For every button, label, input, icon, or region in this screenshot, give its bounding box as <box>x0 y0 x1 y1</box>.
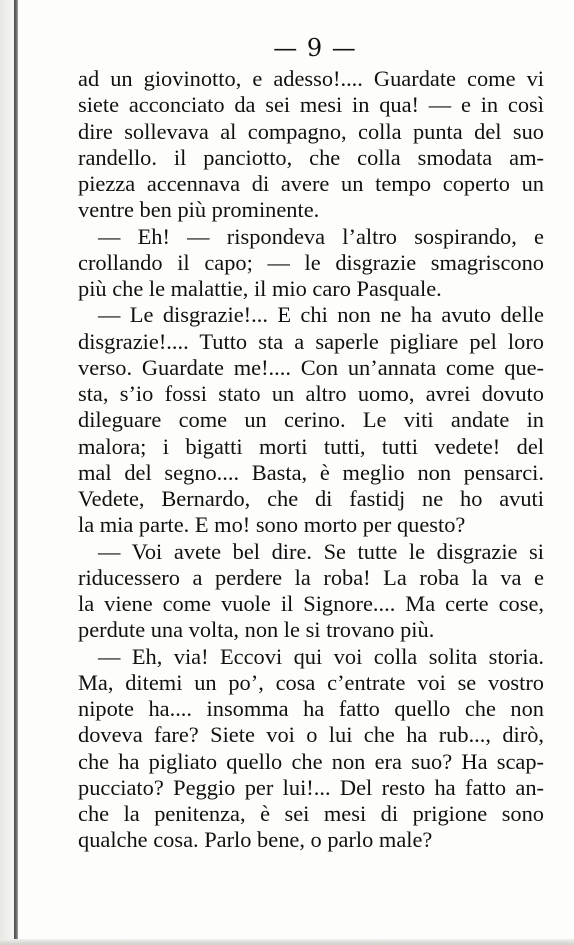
text-line: piezza accennava di avere un tempo coperto un <box>78 171 544 196</box>
text-line: malora; i bigatti morti tutti, tutti vedete! del <box>78 433 544 459</box>
text-line: che ha pigliato quello che non era suo? Ha scap- <box>78 748 544 774</box>
text-line: mal del segno.... Basta, è meglio non pensarci. <box>78 459 544 485</box>
text-line: che la penitenza, è sei mesi di prigione sono <box>78 801 544 826</box>
text-line: nipote ha.... insomma ha fatto quello che non <box>78 696 544 721</box>
text-line: verso. Guardate me!.... Con un’annata come que- <box>78 354 544 380</box>
text-line: più che le malattie, il mio caro Pasquale. <box>78 276 442 301</box>
text-line: la viene come vuole il Signore.... Ma certe cose, <box>78 591 544 616</box>
text-line: Vedete, Bernardo, che di fastidj ne ho avuti <box>78 486 544 511</box>
text-line: disgrazie!.... Tutto sta a saperle pigliare pel loro <box>78 328 544 354</box>
page-bottom-edge <box>0 939 574 945</box>
text-line: sta, s’io fossi stato un altro uomo, avrei dovuto <box>78 381 544 406</box>
text-line: — Eh, via! Eccovi qui voi colla solita storia. <box>98 643 544 669</box>
text-line: dire sollevava al compagno, colla punta del suo <box>78 118 544 144</box>
text-line: crollando il capo; — le disgrazie smagriscono <box>78 249 544 275</box>
body-text <box>78 66 544 854</box>
binding-shadow <box>0 0 14 945</box>
text-line: doveva fare? Siete voi o lui che ha rub..., dirò, <box>78 722 544 748</box>
text-line: — Le disgrazie!... E chi non ne ha avuto delle <box>98 302 544 328</box>
text-line: perdute una volta, non le si trovano più. <box>78 617 435 643</box>
text-line: randello. il panciotto, che colla smodata am- <box>78 144 544 170</box>
text-line: riducessero a perdere la roba! La roba la va e <box>78 564 544 590</box>
text-line: pucciato? Peggio per lui!... Del resto ha fatto an- <box>78 774 544 800</box>
page-number: — 9 — <box>273 34 357 62</box>
text-line: ventre ben più prominente. <box>78 197 320 223</box>
text-line: ad un giovinotto, e adesso!.... Guardate come vi <box>78 66 544 91</box>
text-line: Ma, ditemi un po’, cosa c’entrate voi se vostro <box>78 669 544 695</box>
text-line: qualche cosa. Parlo bene, o parlo male? <box>78 827 433 853</box>
text-line: — Eh! — rispondeva l’altro sospirando, e <box>98 223 544 249</box>
text-line: — Voi avete bel dire. Se tutte le disgrazie si <box>98 538 544 564</box>
binding-edge <box>14 0 18 945</box>
text-line: siete acconciato da sei mesi in qua! — e in così <box>78 92 544 118</box>
text-line: la mia parte. E mo! sono morto per questo? <box>78 512 466 538</box>
text-line: dileguare come un cerino. Le viti andate in <box>78 407 544 433</box>
